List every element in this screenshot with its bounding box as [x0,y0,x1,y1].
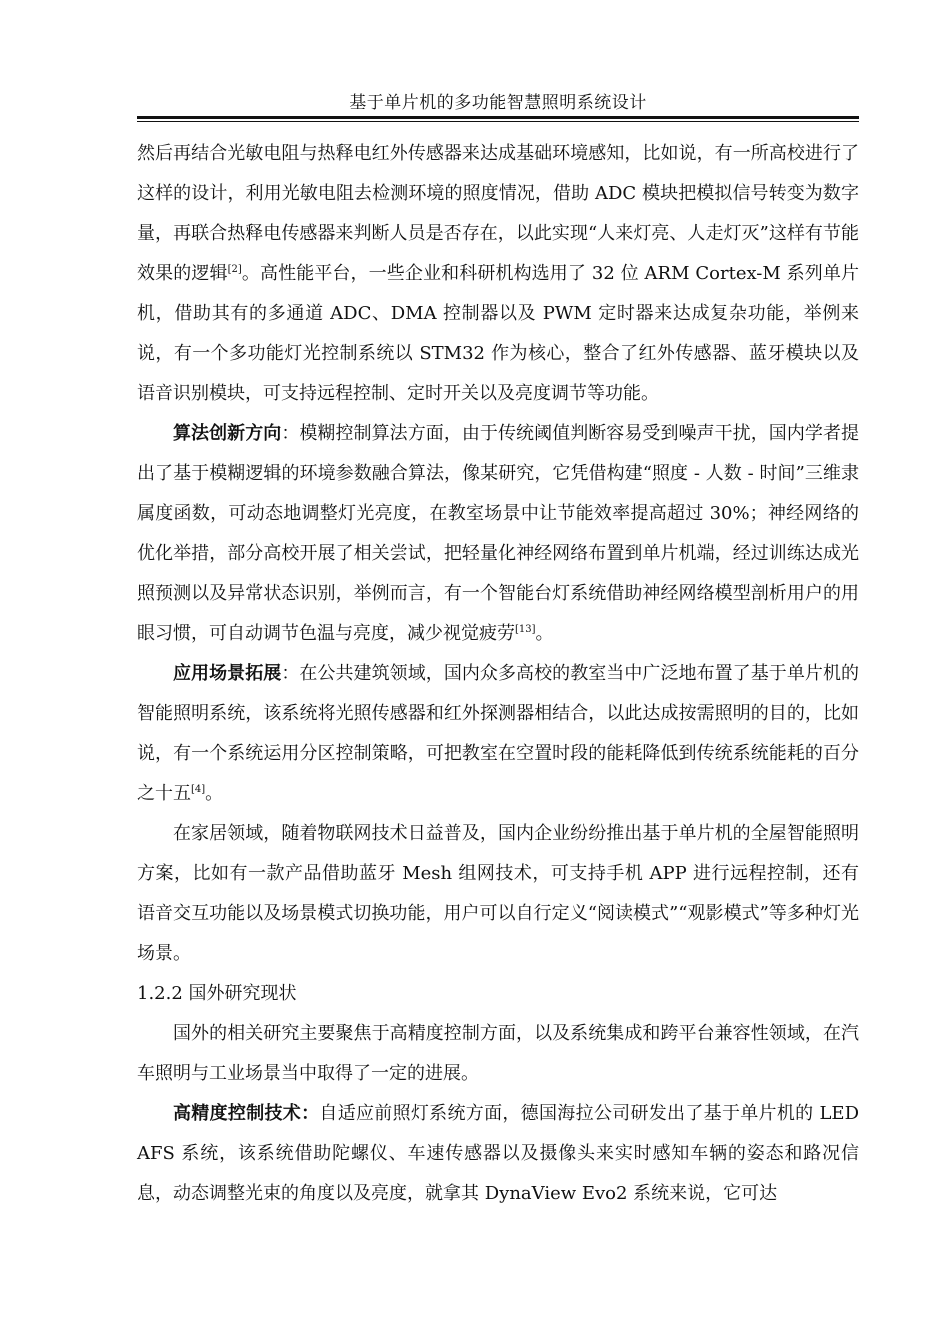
bold-label: 高精度控制技术： [173,1103,320,1124]
paragraph-home-lighting: 在家居领域，随着物联网技术日益普及，国内企业纷纷推出基于单片机的全屋智能照明方案，比如有一款产品借助蓝牙 Mesh 组网技术，可支持手机 APP 进行远程控制，还有语音交互功能以及场景模式切换功能，用户可以自行定义“阅读模式”“观影模式”等多种灯光场景。 [137,823,859,964]
paragraph-precision-control: 高精度控制技术：自适应前照灯系统方面，德国海拉公司研发出了基于单片机的 LED AFS 系统，该系统借助陀螺仪、车速传感器以及摄像头来实时感知车辆的姿态和路况信息，动态调整光束的角度以及亮度，就拿其 DynaView Evo2 系统来说，它可达 [137,1103,859,1204]
bold-label: 算法创新方向 [173,423,282,444]
citation: [13] [515,624,536,635]
header-rule-thin [137,121,859,122]
paragraph-application-scenarios: 应用场景拓展：在公共建筑领域，国内众多高校的教室当中广泛地布置了基于单片机的智能照明系统，该系统将光照传感器和红外探测器相结合，以此达成按需照明的目的，比如说，有一个系统运用分区控制策略，可把教室在空置时段的能耗降低到传统系统能耗的百分之十五[4]。 [137,663,860,804]
paragraph-foreign-overview: 国外的相关研究主要聚焦于高精度控制方面，以及系统集成和跨平台兼容性领域，在汽车照明与工业场景当中取得了一定的进展。 [137,1023,859,1084]
section-heading: 1.2.2 国外研究现状 [137,983,297,1004]
paragraph-1: 然后再结合光敏电阻与热释电红外传感器来达成基础环境感知，比如说，有一所高校进行了这样的设计，利用光敏电阻去检测环境的照度情况，借助 ADC 模块把模拟信号转变为数字量，再联合热释电传感器来判断人员是否存在，以此实现“人来灯亮、人走灯灭”这样有节能效果的逻辑[2]。高性能平台，一些企业和科研机构选用了 32 位 ARM Cortex-M 系列单片机，借助其有的多通道 ADC、DMA 控制器以及 PWM 定时器来达成复杂功能，举例来说，有一个多功能灯光控制系统以 STM32 作为核心，整合了红外传感器、蓝牙模块以及语音识别模块，可支持远程控制、定时开关以及亮度调节等功能。 [137,143,859,404]
header-rule-thick [137,116,859,119]
page-header-title: 基于单片机的多功能智慧照明系统设计 [349,93,647,113]
document-body [137,134,859,1214]
citation: [2] [227,264,242,275]
paragraph-algorithm-innovation: 算法创新方向：模糊控制算法方面，由于传统阈值判断容易受到噪声干扰，国内学者提出了基于模糊逻辑的环境参数融合算法，像某研究，它凭借构建“照度 - 人数 - 时间”三维隶属度函数，可动态地调整灯光亮度，在教室场景中让节能效率提高超过 30%；神经网络的优化举措，部分高校开展了相关尝试，把轻量化神经网络布置到单片机端，经过训练达成光照预测以及异常状态识别，举例而言，有一个智能台灯系统借助神经网络模型剖析用户的用眼习惯，可自动调节色温与亮度，减少视觉疲劳[13]。 [137,423,860,644]
citation: [4] [191,784,206,795]
bold-label: 应用场景拓展 [173,663,282,684]
